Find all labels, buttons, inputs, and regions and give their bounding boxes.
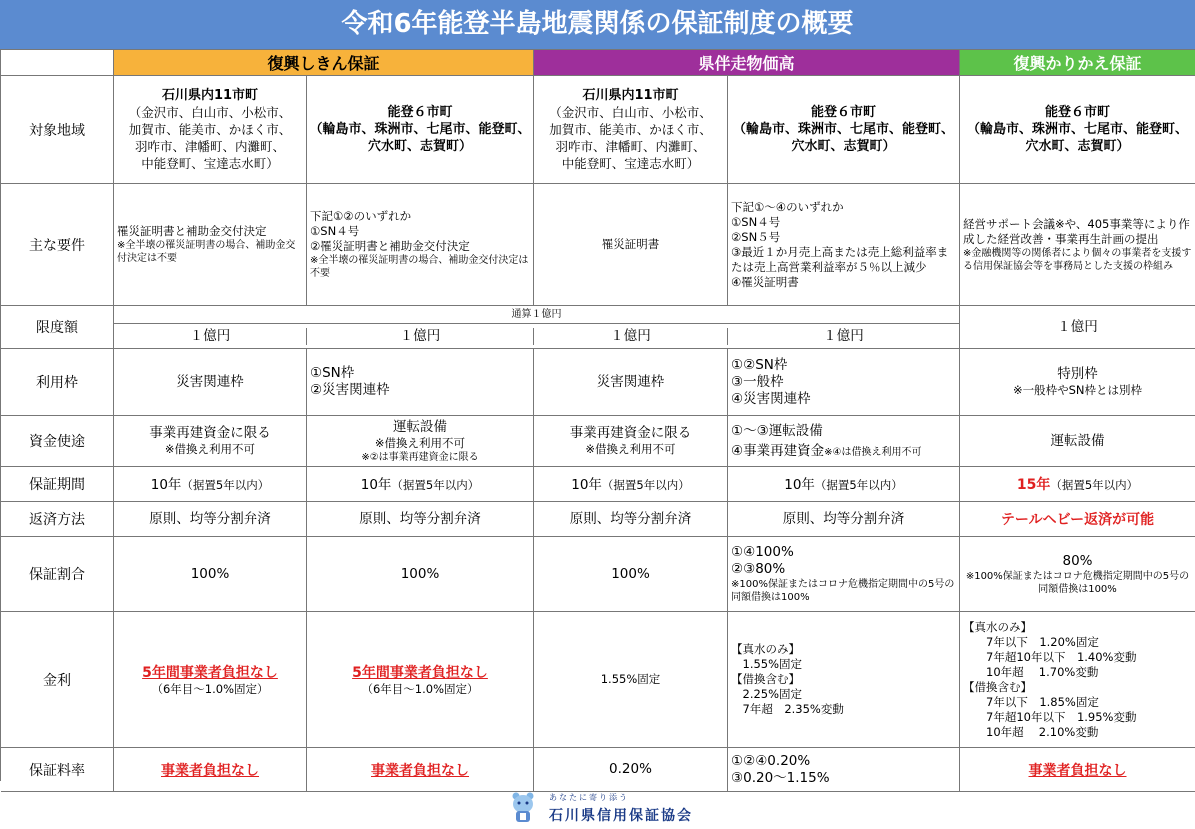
row-label-limit: 限度額 (1, 306, 114, 349)
limit-total: 通算１億円 (114, 306, 959, 324)
fee-e: 事業者負担なし (960, 748, 1195, 792)
page-title: 令和6年能登半島地震関係の保証制度の概要 (0, 0, 1195, 49)
mascot-logo-icon (508, 790, 538, 824)
limit-b: １億円 (307, 328, 534, 345)
fee-a: 事業者負担なし (114, 748, 307, 792)
row-label-fee: 保証料率 (1, 748, 114, 792)
frame-b: ①SN枠 ②災害関連枠 (307, 349, 534, 416)
rate-d: 【真水のみ】 1.55%固定 【借換含む】 2.25%固定 7年超 2.35%変動 (728, 612, 960, 748)
area-cell-c: 石川県内11市町 （金沢市、白山市、小松市、 加賀市、能美市、かほく市、 羽咋市、津幡町、内灘町、 中能登町、宝達志水町） (534, 76, 728, 184)
req-cell-b: 下記①②のいずれか ①SN４号 ②罹災証明書と補助金交付決定 ※全半壊の罹災証明書の場合、補助金交付決定は不要 (307, 184, 534, 306)
rate-b: 5年間事業者負担なし （6年目～1.0%固定） (307, 612, 534, 748)
repay-a: 原則、均等分割弁済 (114, 502, 307, 537)
repay-b: 原則、均等分割弁済 (307, 502, 534, 537)
rate-e: 【真水のみ】 7年以下 1.20%固定 7年超10年以下 1.40%変動 10年超 1.70%変動 【借換含む】 7年以下 1.85%固定 7年超10年以下 1.95%変動 10年超 2.10%変動 (960, 612, 1195, 748)
limit-e: １億円 (960, 306, 1195, 349)
period-e: 15年（据置5年以内） (960, 467, 1195, 502)
period-c: 10年（据置5年以内） (534, 467, 728, 502)
corner-cell (1, 50, 114, 76)
row-label-area: 対象地域 (1, 76, 114, 184)
row-label-frame: 利用枠 (1, 349, 114, 416)
ratio-b: 100% (307, 537, 534, 612)
col-header-fukkou-shikin: 復興しきん保証 (114, 50, 534, 76)
period-a: 10年（据置5年以内） (114, 467, 307, 502)
area-cell-b: 能登６市町 （輪島市、珠洲市、七尾市、能登町、 穴水町、志賀町） (307, 76, 534, 184)
limit-d: １億円 (823, 327, 864, 344)
frame-e: 特別枠 ※一般枠やSN枠とは別枠 (960, 349, 1195, 416)
limit-a: １億円 (114, 328, 307, 345)
fee-d: ①②④0.20% ③0.20～1.15% (728, 748, 960, 792)
fund-e: 運転設備 (960, 416, 1195, 467)
period-d: 10年（据置5年以内） (728, 467, 960, 502)
row-label-requirements: 主な要件 (1, 184, 114, 306)
repay-c: 原則、均等分割弁済 (534, 502, 728, 537)
frame-d: ①②SN枠 ③一般枠 ④災害関連枠 (728, 349, 960, 416)
ratio-d: ①④100% ②③80% ※100%保証またはコロナ危機指定期間中の5号の同額借換は100% (728, 537, 960, 612)
fee-b: 事業者負担なし (307, 748, 534, 792)
frame-c: 災害関連枠 (534, 349, 728, 416)
footer-org-name: 石川県信用保証協会 (549, 808, 693, 824)
req-cell-c: 罹災証明書 (534, 184, 728, 306)
rate-a: 5年間事業者負担なし （6年目～1.0%固定） (114, 612, 307, 748)
frame-a: 災害関連枠 (114, 349, 307, 416)
req-cell-a: 罹災証明書と補助金交付決定 ※全半壊の罹災証明書の場合、補助金交付決定は不要 (114, 184, 307, 306)
req-cell-d: 下記①～④のいずれか ①SN４号 ②SN５号 ③最近１か月売上高または売上総利益率または売上高営業利益率が５％以上減少 ④罹災証明書 (728, 184, 960, 306)
ratio-e: 80% ※100%保証またはコロナ危機指定期間中の5号の同額借換は100% (960, 537, 1195, 612)
repay-d: 原則、均等分割弁済 (728, 502, 960, 537)
req-cell-e: 経営サポート会議※や、405事業等により作成した経営改善・事業再生計画の提出 ※金融機関等の関係者により個々の事業者を支援する信用保証協会等を事務局とした支援の枠組み (960, 184, 1195, 306)
area-cell-d: 能登６市町 （輪島市、珠洲市、七尾市、能登町、 穴水町、志賀町） (728, 76, 960, 184)
period-b: 10年（据置5年以内） (307, 467, 534, 502)
footer-tagline: あなたに寄り添う (549, 793, 629, 802)
ratio-c: 100% (534, 537, 728, 612)
row-label-fund: 資金使途 (1, 416, 114, 467)
repay-e: テールヘビー返済が可能 (960, 502, 1195, 537)
rate-c: 1.55%固定 (534, 612, 728, 748)
ratio-a: 100% (114, 537, 307, 612)
fund-b: 運転設備 ※借換え利用不可 ※②は事業再建資金に限る (307, 416, 534, 467)
row-label-period: 保証期間 (1, 467, 114, 502)
fund-a: 事業再建資金に限る ※借換え利用不可 (114, 416, 307, 467)
row-label-ratio: 保証割合 (1, 537, 114, 612)
fund-c: 事業再建資金に限る ※借換え利用不可 (534, 416, 728, 467)
guarantee-table (0, 49, 1195, 786)
row-label-rate: 金利 (1, 612, 114, 748)
area-cell-e: 能登６市町 （輪島市、珠洲市、七尾市、能登町、 穴水町、志賀町） (960, 76, 1195, 184)
fund-d: ①～③運転設備 ④事業再建資金※④は借換え利用不可 (728, 416, 960, 467)
col-header-ken-bansou: 県伴走物価高 (534, 50, 960, 76)
col-header-fukkou-karikae: 復興かりかえ保証 (960, 50, 1195, 76)
row-label-repay: 返済方法 (1, 502, 114, 537)
fee-c: 0.20% (534, 748, 728, 792)
limit-combined-cell (114, 306, 960, 349)
area-cell-a: 石川県内11市町 （金沢市、白山市、小松市、 加賀市、能美市、かほく市、 羽咋市、津幡町、内灘町、 中能登町、宝達志水町） (114, 76, 307, 184)
limit-c: １億円 (534, 328, 728, 345)
